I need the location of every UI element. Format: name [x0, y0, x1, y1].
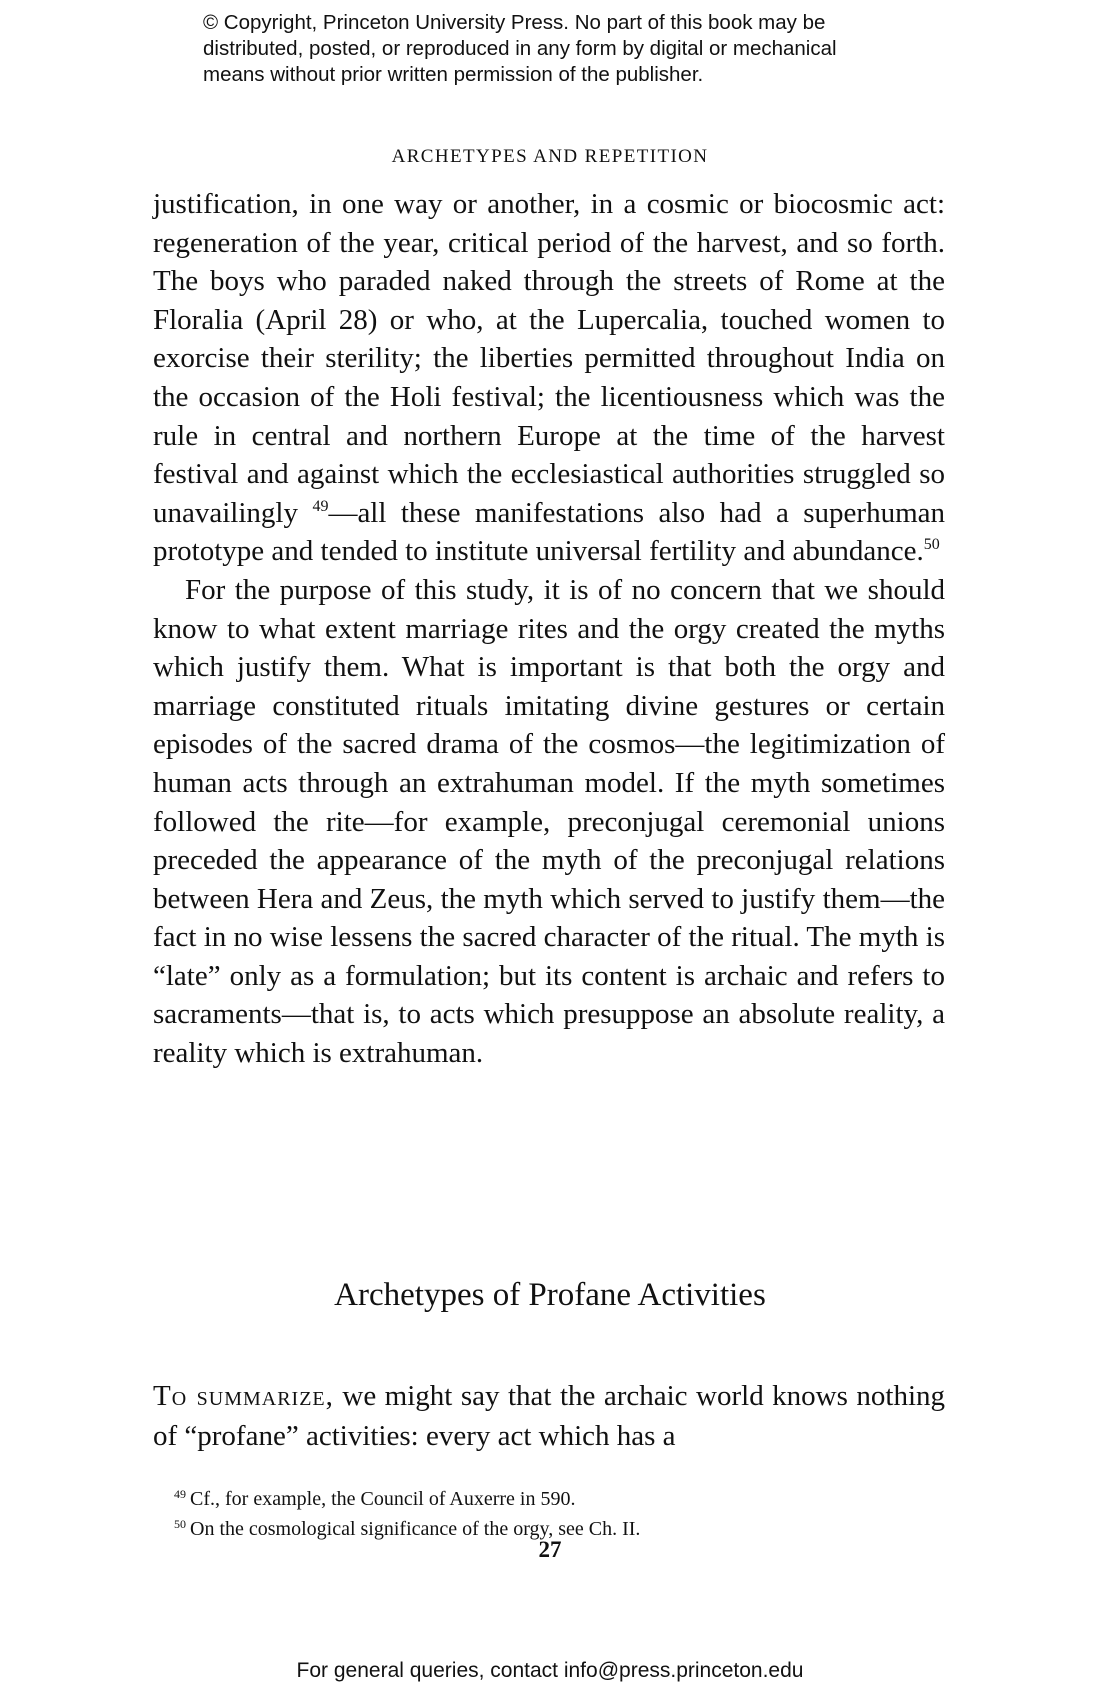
paragraph-1-continuation: —all these manifestations also had a superhuman prototype and tended to institute universal fertility and abundance. [153, 496, 946, 568]
paragraph-2: For the purpose of this study, it is of no concern that we should know to what extent marriage rites and the orgy created the myths which justify them. What is important is that both the orgy and marriage constituted rituals imitating divine gestures or certain episodes of the sacred drama of the cosmos—the legitimization of human acts through an extrahuman model. If the myth sometimes followed the rite—for example, preconjugal ceremonial unions preceded the appearance of the myth of the preconjugal relations between Hera and Zeus, the myth which served to justify them—the fact in no wise lessens the sacred character of the ritual. The myth is “late” only as a formulation; but its content is archaic and refers to sacraments—that is, to acts which presuppose an absolute reality, a reality which is extrahuman. [153, 573, 945, 1070]
footnote-text: On the cosmological significance of the orgy, see Ch. II. [190, 1518, 641, 1540]
section-heading: Archetypes of Profane Activities [334, 1277, 766, 1313]
copyright-notice [203, 10, 923, 88]
contact-footer: For general queries, contact info@press.princeton.edu [296, 1659, 804, 1682]
lead-word: To summarize, [153, 1380, 334, 1412]
footnote-mark: 49 [174, 1487, 186, 1501]
footnote-49 [174, 1482, 934, 1512]
summary-text: we might say that the archaic world knows nothing of “profane” activities: every act which has a [153, 1380, 945, 1452]
footnote-text: Cf., for example, the Council of Auxerre in 590. [190, 1488, 576, 1510]
summary-paragraph [153, 1376, 945, 1456]
footnote-ref-50: 50 [923, 536, 940, 554]
copyright-line: © Copyright, Princeton University Press. No part of this book may be [203, 11, 826, 34]
paragraph-1-text: justification, in one way or another, in a cosmic or biocosmic act: regeneration of the year, critical period of the harvest, and so forth. The boys who paraded naked through the streets of Rome at the Floralia (April 28) or who, at the Lupercalia, touched women to exorcise their sterility; the liberties permitted throughout India on the occasion of the Holi festival; the licentiousness which was the rule in central and northern Europe at the time of the harvest festival and against which the ecclesiastical authorities struggled so unavailingly [153, 188, 945, 529]
footnotes [174, 1482, 934, 1542]
body-text [153, 185, 945, 1073]
footnote-ref-49: 49 [312, 497, 329, 515]
page-number: 27 [538, 1537, 562, 1562]
copyright-line: distributed, posted, or reproduced in any form by digital or mechanical [203, 37, 837, 60]
running-head: ARCHETYPES AND REPETITION [391, 146, 709, 167]
paragraph-1 [153, 185, 945, 571]
copyright-line: means without prior written permission of the publisher. [203, 63, 704, 86]
footnote-mark: 50 [174, 1517, 186, 1531]
